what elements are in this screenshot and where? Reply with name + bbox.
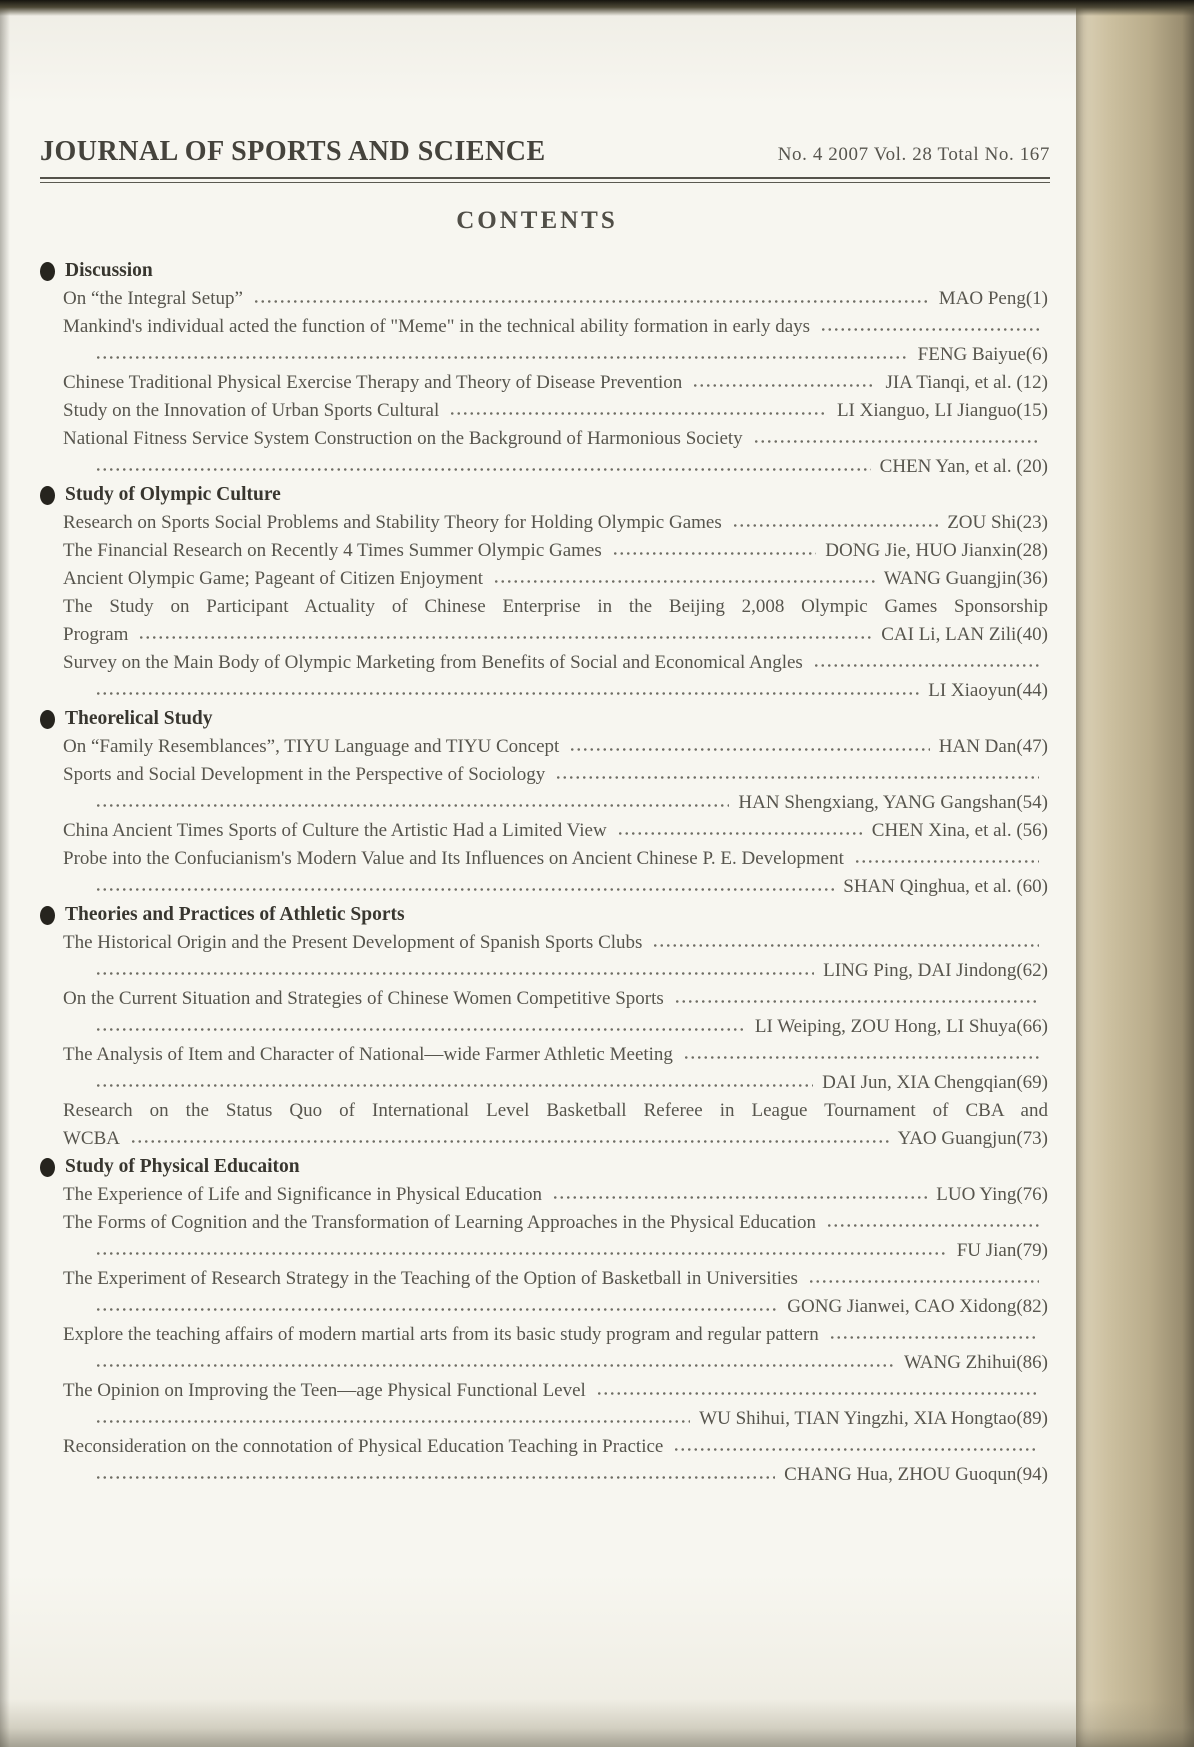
toc-entry-line	[63, 425, 1048, 453]
dot-leader	[95, 957, 814, 985]
toc-entry-line	[63, 1209, 1048, 1237]
toc-entry-line	[63, 1013, 1048, 1041]
dot-leader	[829, 1321, 1039, 1349]
entry-authors: ZOU Shi(23)	[947, 512, 1048, 533]
entry-authors: LING Ping, DAI Jindong(62)	[823, 960, 1048, 981]
entry-title-text: On “Family Resemblances”, TIYU Language and TIYU Concept	[63, 736, 560, 757]
masthead	[40, 136, 1050, 168]
entry-authors: GONG Jianwei, CAO Xidong(82)	[787, 1296, 1048, 1317]
dot-leader	[820, 313, 1039, 341]
toc-entry-line	[63, 817, 1048, 845]
entry-authors: JIA Tianqi, et al. (12)	[885, 372, 1048, 393]
dot-leader	[138, 621, 872, 649]
issue-info: No. 4 2007 Vol. 28 Total No. 167	[777, 144, 1050, 165]
entry-authors: CHANG Hua, ZHOU Guoqun(94)	[784, 1464, 1048, 1485]
entry-authors: LI Xianguo, LI Jianguo(15)	[836, 400, 1048, 421]
entry-authors: HAN Shengxiang, YANG Gangshan(54)	[738, 792, 1048, 813]
dot-leader	[813, 649, 1039, 677]
entry-title-text: Sports and Social Development in the Perspective of Sociology	[63, 764, 546, 785]
toc-entry-line	[63, 1097, 1048, 1125]
dot-leader	[95, 453, 871, 481]
toc-entry-line	[63, 733, 1048, 761]
dot-leader	[569, 733, 929, 761]
dot-leader	[253, 285, 930, 313]
dot-leader	[854, 845, 1039, 873]
scan-page-edge-left	[0, 0, 10, 1747]
toc-entry-line	[63, 369, 1048, 397]
dot-leader	[617, 817, 863, 845]
dot-leader	[95, 341, 909, 369]
entry-title-text: Survey on the Main Body of Olympic Marketing from Benefits of Social and Economical Angles	[63, 652, 803, 673]
toc-entry-line	[63, 1181, 1048, 1209]
dot-leader	[673, 1433, 1039, 1461]
section-bullet-icon	[40, 710, 55, 729]
section-header	[40, 705, 1048, 733]
journal-title: JOURNAL OF SPORTS AND SCIENCE	[40, 136, 546, 167]
toc-entry-line	[63, 1405, 1048, 1433]
entry-title-text: WCBA	[63, 1128, 120, 1149]
dot-leader	[493, 565, 875, 593]
entry-title-text: Reconsideration on the connotation of Physical Education Teaching in Practice	[63, 1436, 664, 1457]
dot-leader	[95, 1405, 690, 1433]
scan-page-edge-top	[0, 0, 1194, 16]
entry-title-text: The Financial Research on Recently 4 Times Summer Olympic Games	[63, 540, 602, 561]
toc-entry-line	[63, 1461, 1048, 1489]
dot-leader	[674, 985, 1039, 1013]
entry-authors: LI Xiaoyun(44)	[928, 680, 1048, 701]
entry-title-text: Program	[63, 624, 129, 645]
entry-title-text: Explore the teaching affairs of modern martial arts from its basic study program and regular pattern	[63, 1324, 819, 1345]
entry-title-text: Chinese Traditional Physical Exercise Therapy and Theory of Disease Prevention	[63, 372, 683, 393]
dot-leader	[130, 1125, 889, 1153]
entry-authors: CAI Li, LAN Zili(40)	[881, 624, 1048, 645]
dot-leader	[95, 677, 919, 705]
toc-entry-line	[63, 453, 1048, 481]
entry-title-text: Mankind's individual acted the function of "Meme" in the technical ability formation in early days	[63, 316, 811, 337]
contents-title: CONTENTS	[456, 207, 618, 234]
dot-leader	[808, 1265, 1039, 1293]
toc-entry-line	[63, 1125, 1048, 1153]
dot-leader	[683, 1041, 1039, 1069]
toc-section	[63, 705, 1048, 901]
toc-entry-line	[63, 1377, 1048, 1405]
section-header	[40, 1153, 1048, 1181]
toc-section	[63, 1153, 1048, 1489]
entry-authors: FU Jian(79)	[956, 1240, 1048, 1261]
scan-page-edge-right	[1076, 0, 1194, 1747]
entry-title-text: Study on the Innovation of Urban Sports Cultural	[63, 400, 440, 421]
entry-title-text: The Study on Participant Actuality of Chinese Enterprise in the Beijing 2,008 Olympic Games Sponsorship	[63, 596, 1048, 617]
toc-entry-line	[63, 593, 1048, 621]
entry-title-text: The Opinion on Improving the Teen—age Physical Functional Level	[63, 1380, 586, 1401]
toc-entry-line	[63, 957, 1048, 985]
dot-leader	[732, 509, 938, 537]
section-bullet-icon	[40, 1158, 55, 1177]
entry-title-text: On “the Integral Setup”	[63, 288, 243, 309]
entry-title-text: The Experience of Life and Significance in Physical Education	[63, 1184, 543, 1205]
toc-entry-line	[63, 873, 1048, 901]
dot-leader	[95, 1013, 746, 1041]
section-title: Discussion	[65, 260, 153, 281]
section-title: Study of Physical Educaiton	[65, 1156, 300, 1177]
table-of-contents	[63, 257, 1048, 1489]
entry-authors: FENG Baiyue(6)	[917, 344, 1048, 365]
entry-authors: WANG Zhihui(86)	[903, 1352, 1048, 1373]
entry-authors: CHEN Xina, et al. (56)	[871, 820, 1048, 841]
entry-authors: YAO Guangjun(73)	[897, 1128, 1048, 1149]
section-header	[40, 901, 1048, 929]
dot-leader	[95, 873, 834, 901]
entry-title-text: The Forms of Cognition and the Transformation of Learning Approaches in the Physical Education	[63, 1212, 817, 1233]
toc-entry-line	[63, 649, 1048, 677]
dot-leader	[95, 789, 729, 817]
section-bullet-icon	[40, 262, 55, 281]
toc-entry-line	[63, 1321, 1048, 1349]
toc-entry-line	[63, 789, 1048, 817]
dot-leader	[826, 1209, 1039, 1237]
section-title: Theorelical Study	[65, 708, 213, 729]
toc-section	[63, 901, 1048, 1153]
entry-title-text: Probe into the Confucianism's Modern Value and Its Influences on Ancient Chinese P. E. Development	[63, 848, 844, 869]
entry-authors: MAO Peng(1)	[938, 288, 1048, 309]
dot-leader	[95, 1069, 813, 1097]
dot-leader	[692, 369, 876, 397]
toc-entry-line	[63, 1237, 1048, 1265]
entry-title-text: Research on the Status Quo of International Level Basketball Referee in League Tournament of CBA and	[63, 1100, 1048, 1121]
toc-entry-line	[63, 285, 1048, 313]
toc-entry-line	[63, 397, 1048, 425]
section-header	[40, 257, 1048, 285]
entry-authors: LI Weiping, ZOU Hong, LI Shuya(66)	[754, 1016, 1048, 1037]
entry-authors: WANG Guangjin(36)	[883, 568, 1048, 589]
section-title: Theories and Practices of Athletic Sports	[65, 904, 405, 925]
entry-title-text: On the Current Situation and Strategies of Chinese Women Competitive Sports	[63, 988, 664, 1009]
dot-leader	[596, 1377, 1039, 1405]
dot-leader	[555, 761, 1039, 789]
scan-page-edge-bottom	[0, 1699, 1194, 1747]
toc-entry-line	[63, 509, 1048, 537]
toc-entry-line	[63, 537, 1048, 565]
toc-entry-line	[63, 313, 1048, 341]
entry-title-text: The Analysis of Item and Character of National—wide Farmer Athletic Meeting	[63, 1044, 673, 1065]
toc-entry-line	[63, 341, 1048, 369]
toc-entry-line	[63, 845, 1048, 873]
entry-title-text: Ancient Olympic Game; Pageant of Citizen Enjoyment	[63, 568, 484, 589]
entry-title-text: China Ancient Times Sports of Culture the Artistic Had a Limited View	[63, 820, 607, 841]
toc-section	[63, 257, 1048, 481]
section-bullet-icon	[40, 486, 55, 505]
dot-leader	[552, 1181, 927, 1209]
header-divider	[40, 177, 1050, 183]
toc-entry-line	[63, 985, 1048, 1013]
toc-entry-line	[63, 1349, 1048, 1377]
section-title: Study of Olympic Culture	[65, 484, 281, 505]
dot-leader	[612, 537, 817, 565]
entry-authors: SHAN Qinghua, et al. (60)	[843, 876, 1048, 897]
entry-title-text: The Historical Origin and the Present Development of Spanish Sports Clubs	[63, 932, 643, 953]
toc-entry-line	[63, 677, 1048, 705]
dot-leader	[652, 929, 1039, 957]
section-header	[40, 481, 1048, 509]
entry-authors: DAI Jun, XIA Chengqian(69)	[822, 1072, 1048, 1093]
toc-section	[63, 481, 1048, 705]
entry-authors: CHEN Yan, et al. (20)	[879, 456, 1048, 477]
toc-entry-line	[63, 565, 1048, 593]
dot-leader	[95, 1461, 775, 1489]
toc-entry-line	[63, 1069, 1048, 1097]
dot-leader	[449, 397, 828, 425]
dot-leader	[95, 1349, 895, 1377]
entry-authors: LUO Ying(76)	[936, 1184, 1048, 1205]
toc-entry-line	[63, 1041, 1048, 1069]
dot-leader	[95, 1237, 948, 1265]
entry-title-text: The Experiment of Research Strategy in the Teaching of the Option of Basketball in Universities	[63, 1268, 798, 1289]
dot-leader	[95, 1293, 778, 1321]
toc-entry-line	[63, 761, 1048, 789]
toc-entry-line	[63, 621, 1048, 649]
toc-entry-line	[63, 929, 1048, 957]
dot-leader	[753, 425, 1039, 453]
entry-title-text: Research on Sports Social Problems and Stability Theory for Holding Olympic Games	[63, 512, 722, 533]
entry-authors: DONG Jie, HUO Jianxin(28)	[825, 540, 1048, 561]
entry-title-text: National Fitness Service System Construction on the Background of Harmonious Society	[63, 428, 743, 449]
toc-entry-line	[63, 1293, 1048, 1321]
toc-entry-line	[63, 1433, 1048, 1461]
entry-authors: WU Shihui, TIAN Yingzhi, XIA Hongtao(89)	[699, 1408, 1048, 1429]
section-bullet-icon	[40, 906, 55, 925]
entry-authors: HAN Dan(47)	[938, 736, 1048, 757]
toc-entry-line	[63, 1265, 1048, 1293]
